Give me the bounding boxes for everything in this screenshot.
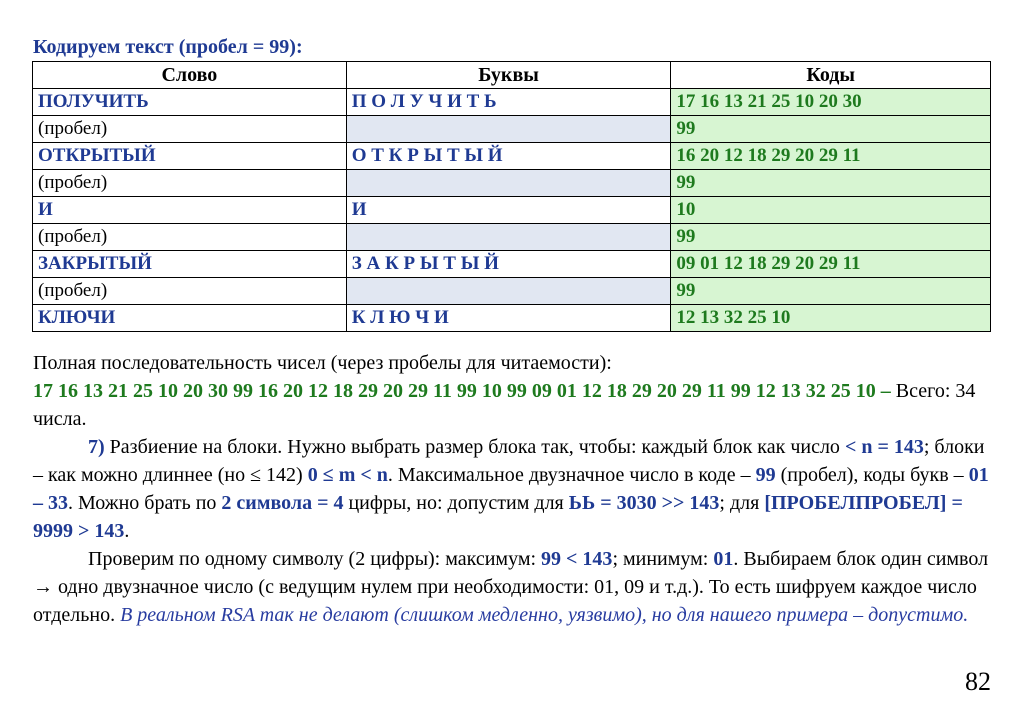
slide-title: Кодируем текст (пробел = 99): [33,36,303,58]
para7-text-4: (пробел), коды букв – [775,464,969,486]
codes-cell: 99 [671,170,991,197]
page-number: 82 [965,667,991,696]
codes-cell: 99 [671,224,991,251]
table-row [33,224,991,251]
paragraph-8 [33,545,991,629]
codes-cell: 12 13 32 25 10 [671,305,991,332]
table-row [33,251,991,278]
codes-cell: 09 01 12 18 29 20 29 11 [671,251,991,278]
sequence-numbers: 17 16 13 21 25 10 20 30 99 16 20 12 18 29 20 29 11 99 10 99 09 01 12 18 29 20 29 11 99 12 13 32 25 10 – [33,380,891,402]
letters-cell: И [346,197,671,224]
sequence-total: Всего: 34 числа. [33,380,976,430]
para7-bold-3: 99 [755,464,776,486]
table-row [33,305,991,332]
para7-bold-4: 01 – 33 [33,464,989,514]
codes-cell: 10 [671,197,991,224]
word-cell: И [33,197,347,224]
word-cell: (пробел) [33,170,347,197]
para7-text-7: ; для [719,492,765,514]
para7-text-1: Разбиение на блоки. Нужно выбрать размер блока так, чтобы: каждый блок как число [104,436,845,458]
para8-bold-2: 01 [713,548,734,570]
word-cell: (пробел) [33,116,347,143]
letters-cell [346,224,671,251]
para7-bold-5: 2 символа = 4 [221,492,344,514]
table-row [33,278,991,305]
table-header-row [33,62,991,89]
letters-cell [346,170,671,197]
para8-text-3: . Выбираем блок один символ → одно двузначное число (с ведущим нулем при необходимости: 01, 09 и т.д.). То есть шифруем каждое число отдельно. [33,548,989,626]
para7-bold-7: [ПРОБЕЛПРОБЕЛ] = 9999 > 143 [33,492,963,542]
rsa-note: В реальном RSA так не делают (слишком медленно, уязвимо), но для нашего примера – допустимо. [120,604,969,626]
word-cell: ОТКРЫТЫЙ [33,143,347,170]
para8-text-2: ; минимум: [612,548,714,570]
step-number: 7) [88,436,105,458]
letters-cell: К Л Ю Ч И [346,305,671,332]
para7-text-8: . [124,520,130,542]
table-row [33,89,991,116]
para7-bold-6: ЬЬ = 3030 >> 143 [568,492,720,514]
paragraph-7 [33,433,991,545]
word-cell: ЗАКРЫТЫЙ [33,251,347,278]
table-body [33,89,991,332]
letters-cell [346,116,671,143]
para7-text-2: ; блоки – как можно длиннее (но ≤ 142) [33,436,985,486]
table-row [33,116,991,143]
para8-text-1: Проверим по одному символу (2 цифры): максимум: [88,548,542,570]
word-cell: ПОЛУЧИТЬ [33,89,347,116]
sequence-intro: Полная последовательность чисел (через пробелы для читаемости): [33,352,612,374]
header-letters: Буквы [346,62,671,89]
letters-cell [346,278,671,305]
letters-cell: П О Л У Ч И Т Ь [346,89,671,116]
para7-text-5: . Можно брать по [68,492,222,514]
table-row [33,197,991,224]
para7-bold-1: < n = 143 [844,436,924,458]
codes-cell: 99 [671,116,991,143]
letters-cell: З А К Р Ы Т Ы Й [346,251,671,278]
codes-cell: 17 16 13 21 25 10 20 30 [671,89,991,116]
word-cell: КЛЮЧИ [33,305,347,332]
para8-bold-1: 99 < 143 [541,548,613,570]
para7-bold-2: 0 ≤ m < n [307,464,388,486]
letters-cell: О Т К Р Ы Т Ы Й [346,143,671,170]
encoding-table [32,61,991,332]
word-cell: (пробел) [33,278,347,305]
sequence-block [33,349,991,433]
header-codes: Коды [671,62,991,89]
codes-cell: 99 [671,278,991,305]
para7-text-3: . Максимальное двузначное число в коде – [387,464,756,486]
header-word: Слово [33,62,347,89]
para7-text-6: цифры, но: допустим для [343,492,569,514]
table-row [33,143,991,170]
codes-cell: 16 20 12 18 29 20 29 11 [671,143,991,170]
table-row [33,170,991,197]
word-cell: (пробел) [33,224,347,251]
